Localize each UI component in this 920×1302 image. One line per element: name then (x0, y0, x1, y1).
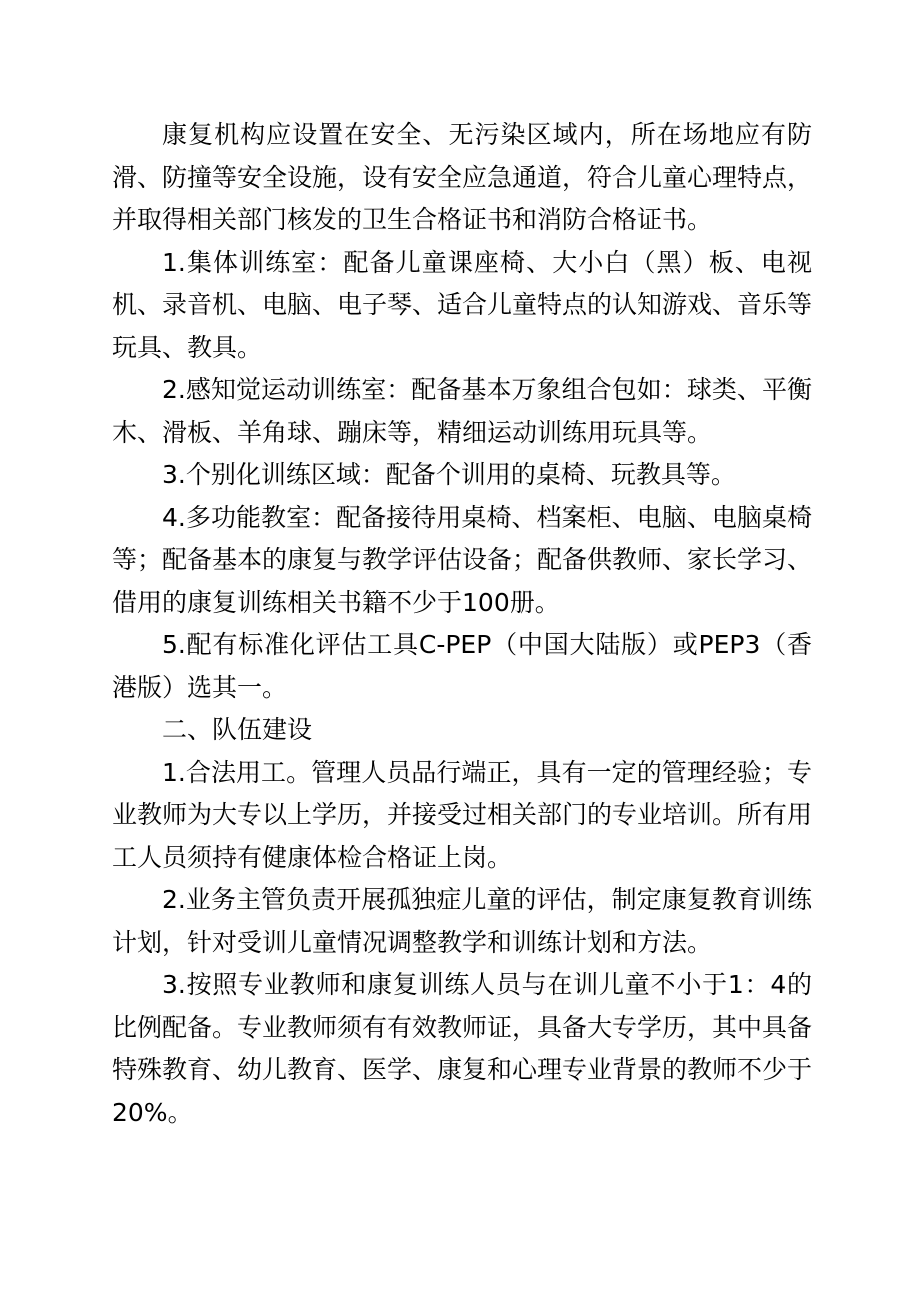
paragraph-sensory-motor-room: 2.感知觉运动训练室：配备基本万象组合包如：球类、平衡木、滑板、羊角球、蹦床等，精细运动训练用玩具等。 (112, 375, 812, 447)
paragraph-legal-employment: 1.合法用工。管理人员品行端正，具有一定的管理经验；专业教师为大专以上学历，并接受过相关部门的专业培训。所有用工人员须持有健康体检合格证上岗。 (112, 757, 813, 872)
section-heading-team-building: 二、队伍建设 (162, 715, 313, 744)
document-body (112, 114, 812, 1134)
paragraph-assessment-tools: 5.配有标准化评估工具C-PEP（中国大陆版）或PEP3（香港版）选其一。 (112, 630, 812, 702)
paragraph-group-training-room: 1.集体训练室：配备儿童课座椅、大小白（黑）板、电视机、录音机、电脑、电子琴、适合儿童特点的认知游戏、音乐等玩具、教具。 (112, 247, 813, 362)
paragraph-individual-training-area: 3.个别化训练区域：配备个训用的桌椅、玩教具等。 (162, 460, 736, 489)
paragraph-staffing-ratio: 3.按照专业教师和康复训练人员与在训儿童不小于1：4的比例配备。专业教师须有有效教师证，具备大专学历，其中具备特殊教育、幼儿教育、医学、康复和心理专业背景的教师不少于20%。 (112, 970, 813, 1127)
paragraph-facility-requirements: 康复机构应设置在安全、无污染区域内，所在场地应有防滑、防撞等安全设施，设有安全应急通道，符合儿童心理特点，并取得相关部门核发的卫生合格证书和消防合格证书。 (112, 120, 813, 234)
paragraph-business-supervisor: 2.业务主管负责开展孤独症儿童的评估，制定康复教育训练计划，针对受训儿童情况调整教学和训练计划和方法。 (112, 885, 812, 957)
paragraph-multifunction-classroom: 4.多功能教室：配备接待用桌椅、档案柜、电脑、电脑桌椅等；配备基本的康复与教学评估设备；配备供教师、家长学习、借用的康复训练相关书籍不少于100册。 (112, 502, 813, 617)
